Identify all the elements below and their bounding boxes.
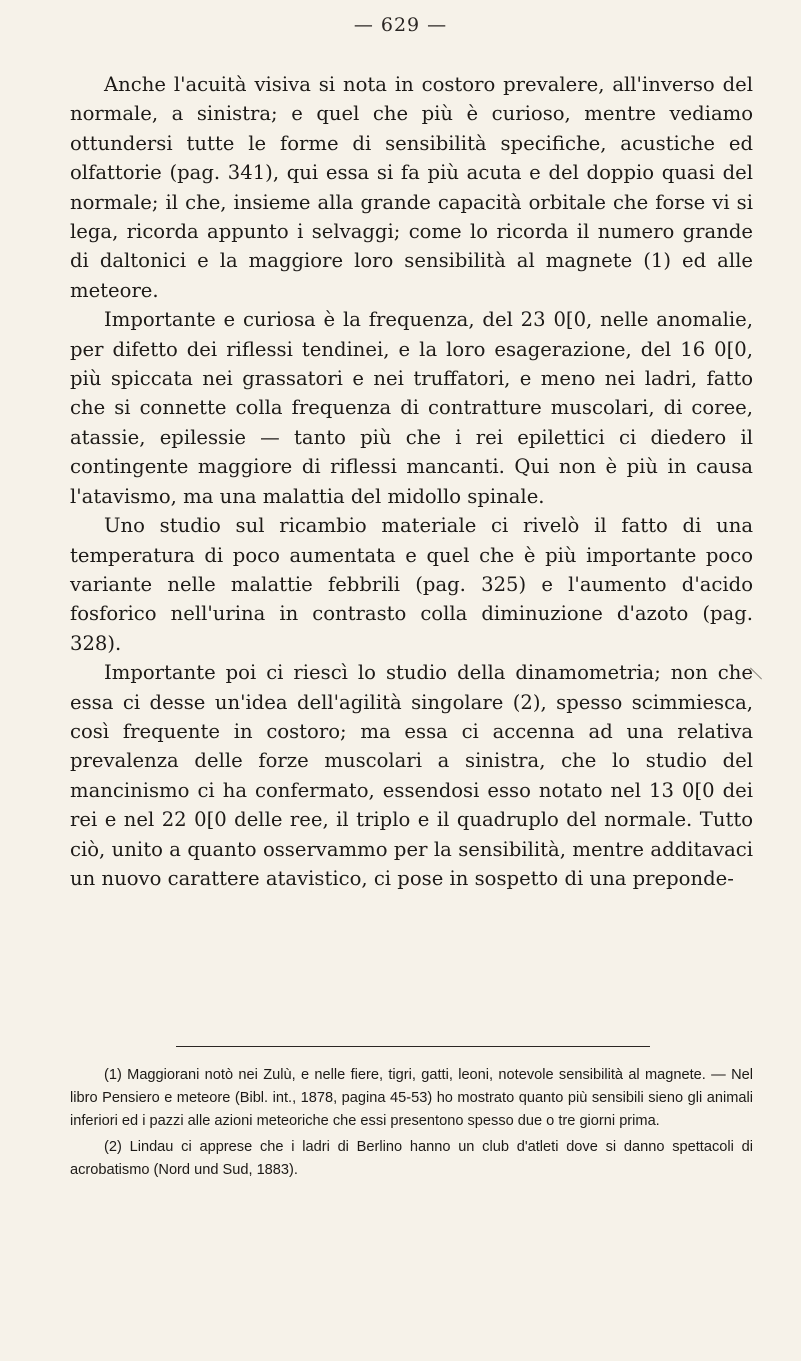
footnote-1: (1) Maggiorani notò nei Zulù, e nelle fiere, tigri, gatti, leoni, notevole sensibilità al magnete. — Nel libro Pensiero e meteore (Bibl. int., 1878, pagina 45-53) ho mostrato quanto più sensibili sieno gli animali inferiori ed i pazzi alle azioni meteoriche che essi presentono spesso due o tre giorni prima. — [70, 1067, 753, 1129]
main-text — [70, 70, 753, 893]
footnote-2: (2) Lindau ci apprese che i ladri di Berlino hanno un club d'atleti dove si danno spettacoli di acrobatismo (Nord und Sud, 1883). — [70, 1139, 753, 1178]
paragraph-acuity: Anche l'acuità visiva si nota in costoro prevalere, all'inverso del normale, a sinistra; e quel che più è curioso, mentre vediamo ottundersi tutte le forme di sensibilità specifiche, acustiche ed olfattorie (pag. 341), qui essa si fa più acuta e del doppio quasi del normale; il che, insieme alla grande capacità orbitale che forse vi si lega, ricorda appunto i selvaggi; come lo ricorda il numero grande di daltonici e la maggiore loro sensibilità al magnete (1) ed alle meteore. — [70, 73, 753, 302]
paragraph-reflexes: Importante e curiosa è la frequenza, del 23 0[0, nelle anomalie, per difetto dei riflessi tendinei, e la loro esagerazione, del 16 0[0, più spiccata nei grassatori e nei truffatori, e meno nei ladri, fatto che si connette colla frequenza di contratture muscolari, di coree, atassie, epilessie — tanto più che i rei epilettici ci diedero il contingente maggiore di riflessi mancanti. Qui non è più in causa l'atavismo, ma una malattia del midollo spinale. — [70, 308, 753, 508]
paragraph-dynamometry: Importante poi ci riescì lo studio della dinamometria; non che essa ci desse un'idea dell'agilità singolare (2), spesso scimmiesca, così frequente in costoro; ma essa ci accenna ad una relativa prevalenza delle forze muscolari a sinistra, che lo studio del mancinismo ci ha confermato, essendosi esso notato nel 13 0[0 dei rei e nel 22 0[0 delle ree, il triplo e il quadruplo del normale. Tutto ciò, unito a quanto osservammo per la sensibilità, mentre additavaci un nuovo carattere atavistico, ci pose in sospetto di una preponde- — [70, 661, 753, 890]
page-number: — 629 — — [353, 14, 448, 36]
paragraph-metabolism: Uno studio sul ricambio materiale ci rivelò il fatto di una temperatura di poco aumentata e quel che è più importante poco variante nelle malattie febbrili (pag. 325) e l'aumento d'acido fosforico nell'urina in contrasto colla diminuzione d'azoto (pag. 328). — [70, 514, 753, 655]
footnote-divider — [176, 1046, 650, 1047]
footnotes — [70, 1064, 753, 1185]
